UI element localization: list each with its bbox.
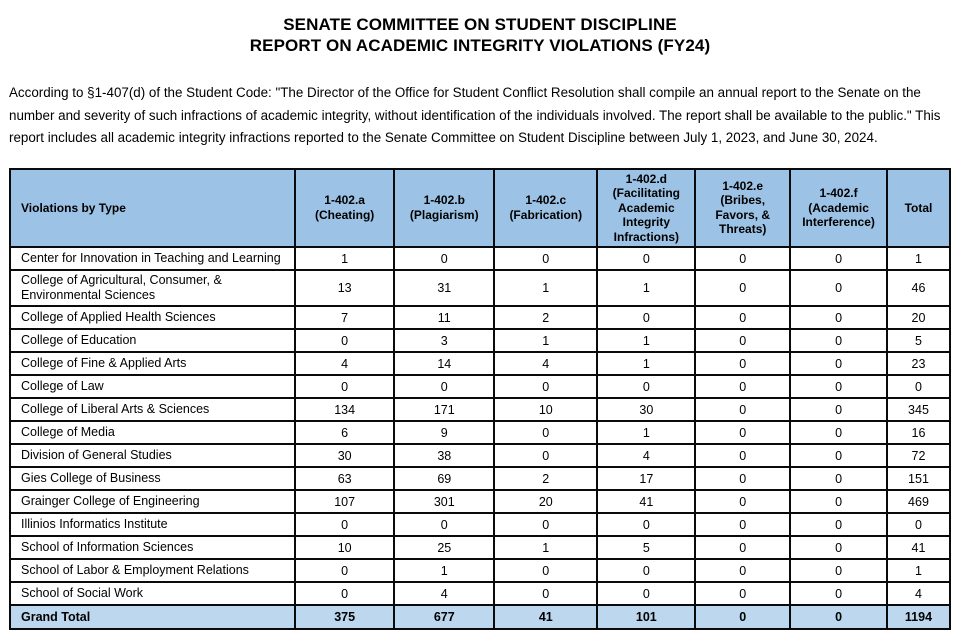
cell-count: 1 (494, 329, 597, 352)
cell-violation-type: College of Law (10, 375, 295, 398)
cell-count: 17 (597, 467, 695, 490)
cell-count: 0 (695, 559, 790, 582)
cell-count: 171 (394, 398, 494, 421)
cell-count: 4 (597, 444, 695, 467)
header-cell (790, 169, 887, 248)
cell-count: 0 (597, 306, 695, 329)
grand-total-count: 375 (295, 605, 395, 629)
cell-count: 0 (295, 513, 395, 536)
grand-total-count: 0 (790, 605, 887, 629)
cell-count: 0 (790, 444, 887, 467)
cell-count: 0 (597, 513, 695, 536)
table-row (10, 270, 950, 306)
cell-count: 13 (295, 270, 395, 306)
cell-count: 0 (394, 513, 494, 536)
cell-count: 5 (597, 536, 695, 559)
cell-count: 0 (597, 582, 695, 605)
grand-total-row (10, 605, 950, 629)
cell-count: 0 (695, 421, 790, 444)
cell-count: 0 (695, 247, 790, 270)
cell-count: 0 (494, 421, 597, 444)
cell-violation-type: College of Education (10, 329, 295, 352)
cell-count: 0 (295, 375, 395, 398)
cell-count: 0 (790, 306, 887, 329)
cell-count: 0 (394, 375, 494, 398)
grand-total-label: Grand Total (10, 605, 295, 629)
cell-count: 46 (887, 270, 950, 306)
cell-count: 0 (295, 559, 395, 582)
cell-violation-type: College of Agricultural, Consumer, & Environmental Sciences (10, 270, 295, 306)
cell-count: 5 (887, 329, 950, 352)
cell-count: 469 (887, 490, 950, 513)
header-code: 1-402.f (819, 186, 858, 200)
cell-count: 0 (695, 352, 790, 375)
header-label: (Plagiarism) (409, 207, 479, 222)
violations-table (9, 168, 951, 631)
cell-violation-type: School of Information Sciences (10, 536, 295, 559)
header-cell (394, 169, 494, 248)
cell-count: 7 (295, 306, 395, 329)
cell-count: 4 (494, 352, 597, 375)
cell-count: 31 (394, 270, 494, 306)
header-row (10, 169, 950, 248)
cell-count: 0 (790, 467, 887, 490)
cell-count: 301 (394, 490, 494, 513)
cell-count: 23 (887, 352, 950, 375)
cell-count: 0 (295, 582, 395, 605)
table-row (10, 247, 950, 270)
header-cell (494, 169, 597, 248)
cell-count: 0 (695, 329, 790, 352)
grand-total-count: 677 (394, 605, 494, 629)
table-row (10, 467, 950, 490)
grand-total-count: 41 (494, 605, 597, 629)
cell-count: 0 (790, 352, 887, 375)
grand-total-count: 101 (597, 605, 695, 629)
table-row (10, 536, 950, 559)
cell-count: 0 (494, 559, 597, 582)
table-row (10, 421, 950, 444)
cell-violation-type: College of Media (10, 421, 295, 444)
header-label: (Fabrication) (509, 207, 583, 222)
cell-count: 0 (695, 398, 790, 421)
table-row (10, 398, 950, 421)
header-cell (695, 169, 790, 248)
violations-table-header (10, 169, 950, 248)
table-row (10, 582, 950, 605)
cell-count: 20 (887, 306, 950, 329)
cell-count: 151 (887, 467, 950, 490)
cell-count: 30 (295, 444, 395, 467)
cell-violation-type: School of Social Work (10, 582, 295, 605)
cell-count: 107 (295, 490, 395, 513)
cell-count: 14 (394, 352, 494, 375)
header-cell (597, 169, 695, 248)
cell-count: 1 (597, 270, 695, 306)
cell-count: 16 (887, 421, 950, 444)
cell-count: 0 (695, 513, 790, 536)
cell-count: 1 (394, 559, 494, 582)
cell-count: 72 (887, 444, 950, 467)
cell-count: 0 (790, 270, 887, 306)
cell-count: 69 (394, 467, 494, 490)
cell-count: 30 (597, 398, 695, 421)
cell-count: 0 (494, 513, 597, 536)
header-label: (Academic Interference) (802, 200, 875, 229)
header-label: (Bribes, Favors, & Threats) (715, 193, 771, 237)
cell-count: 0 (695, 536, 790, 559)
cell-count: 38 (394, 444, 494, 467)
cell-count: 1 (597, 352, 695, 375)
cell-count: 0 (494, 375, 597, 398)
cell-count: 1 (295, 247, 395, 270)
cell-count: 0 (695, 467, 790, 490)
cell-count: 0 (494, 247, 597, 270)
cell-violation-type: Gies College of Business (10, 467, 295, 490)
cell-count: 0 (695, 444, 790, 467)
cell-count: 1 (887, 559, 950, 582)
cell-violation-type: College of Fine & Applied Arts (10, 352, 295, 375)
cell-count: 0 (295, 329, 395, 352)
cell-count: 0 (597, 559, 695, 582)
report-title-line1: SENATE COMMITTEE ON STUDENT DISCIPLINE (283, 15, 677, 34)
cell-count: 0 (887, 513, 950, 536)
cell-violation-type: Grainger College of Engineering (10, 490, 295, 513)
header-cell: Total (887, 169, 950, 248)
cell-count: 0 (790, 375, 887, 398)
header-code: 1-402.a (324, 193, 365, 208)
cell-count: 4 (394, 582, 494, 605)
cell-count: 0 (790, 536, 887, 559)
cell-count: 9 (394, 421, 494, 444)
table-row (10, 444, 950, 467)
cell-count: 4 (295, 352, 395, 375)
table-row (10, 352, 950, 375)
cell-count: 0 (695, 270, 790, 306)
cell-count: 2 (494, 306, 597, 329)
table-row (10, 375, 950, 398)
cell-count: 0 (790, 398, 887, 421)
header-label: (Cheating) (314, 207, 375, 222)
grand-total-count: 0 (695, 605, 790, 629)
cell-count: 4 (887, 582, 950, 605)
cell-count: 345 (887, 398, 950, 421)
cell-count: 1 (597, 421, 695, 444)
cell-count: 20 (494, 490, 597, 513)
cell-count: 11 (394, 306, 494, 329)
cell-violation-type: College of Liberal Arts & Sciences (10, 398, 295, 421)
cell-count: 63 (295, 467, 395, 490)
header-cell (295, 169, 395, 248)
cell-violation-type: Division of General Studies (10, 444, 295, 467)
cell-count: 0 (790, 329, 887, 352)
table-row (10, 329, 950, 352)
cell-count: 0 (695, 375, 790, 398)
table-row (10, 513, 950, 536)
report-title-line2: REPORT ON ACADEMIC INTEGRITY VIOLATIONS (FY24) (249, 36, 711, 55)
cell-count: 41 (597, 490, 695, 513)
cell-count: 0 (695, 306, 790, 329)
cell-violation-type: Center for Innovation in Teaching and Learning (10, 247, 295, 270)
cell-count: 0 (790, 513, 887, 536)
table-row (10, 559, 950, 582)
header-code: 1-402.c (525, 193, 567, 208)
table-row (10, 306, 950, 329)
cell-count: 0 (790, 582, 887, 605)
cell-count: 0 (695, 490, 790, 513)
cell-violation-type: Illinios Informatics Institute (10, 513, 295, 536)
cell-count: 10 (494, 398, 597, 421)
violations-table-footer (10, 605, 950, 629)
header-code: 1-402.b (423, 193, 465, 208)
cell-count: 10 (295, 536, 395, 559)
cell-count: 0 (394, 247, 494, 270)
report-title (9, 14, 951, 56)
cell-count: 1 (887, 247, 950, 270)
cell-count: 134 (295, 398, 395, 421)
violations-table-body (10, 247, 950, 605)
intro-paragraph: According to §1-407(d) of the Student Code: "The Director of the Office for Student Conflict Resolution shall compile an annual report to the Senate on the number and severity of such infractions of academic integrity, without identification of the individuals involved. The report shall be available to the public." This report includes all academic integrity infractions reported to the Senate Committee on Student Discipline between July 1, 2023, and June 30, 2024. (9, 85, 941, 145)
header-cell-violations-by-type: Violations by Type (10, 169, 295, 248)
cell-count: 6 (295, 421, 395, 444)
cell-count: 41 (887, 536, 950, 559)
cell-count: 0 (790, 421, 887, 444)
cell-violation-type: School of Labor & Employment Relations (10, 559, 295, 582)
cell-count: 0 (494, 582, 597, 605)
cell-count: 0 (597, 375, 695, 398)
header-code: 1-402.e (722, 178, 764, 193)
header-label: (Facilitating Academic Integrity Infractions) (612, 186, 681, 244)
cell-count: 0 (494, 444, 597, 467)
cell-count: 1 (597, 329, 695, 352)
cell-count: 0 (790, 559, 887, 582)
cell-count: 25 (394, 536, 494, 559)
cell-count: 3 (394, 329, 494, 352)
cell-count: 1 (494, 270, 597, 306)
cell-count: 1 (494, 536, 597, 559)
cell-count: 0 (695, 582, 790, 605)
cell-count: 0 (887, 375, 950, 398)
table-row (10, 490, 950, 513)
header-code: 1-402.d (625, 171, 668, 186)
grand-total-count: 1194 (887, 605, 950, 629)
cell-violation-type: College of Applied Health Sciences (10, 306, 295, 329)
cell-count: 0 (790, 247, 887, 270)
cell-count: 0 (790, 490, 887, 513)
cell-count: 0 (597, 247, 695, 270)
cell-count: 2 (494, 467, 597, 490)
